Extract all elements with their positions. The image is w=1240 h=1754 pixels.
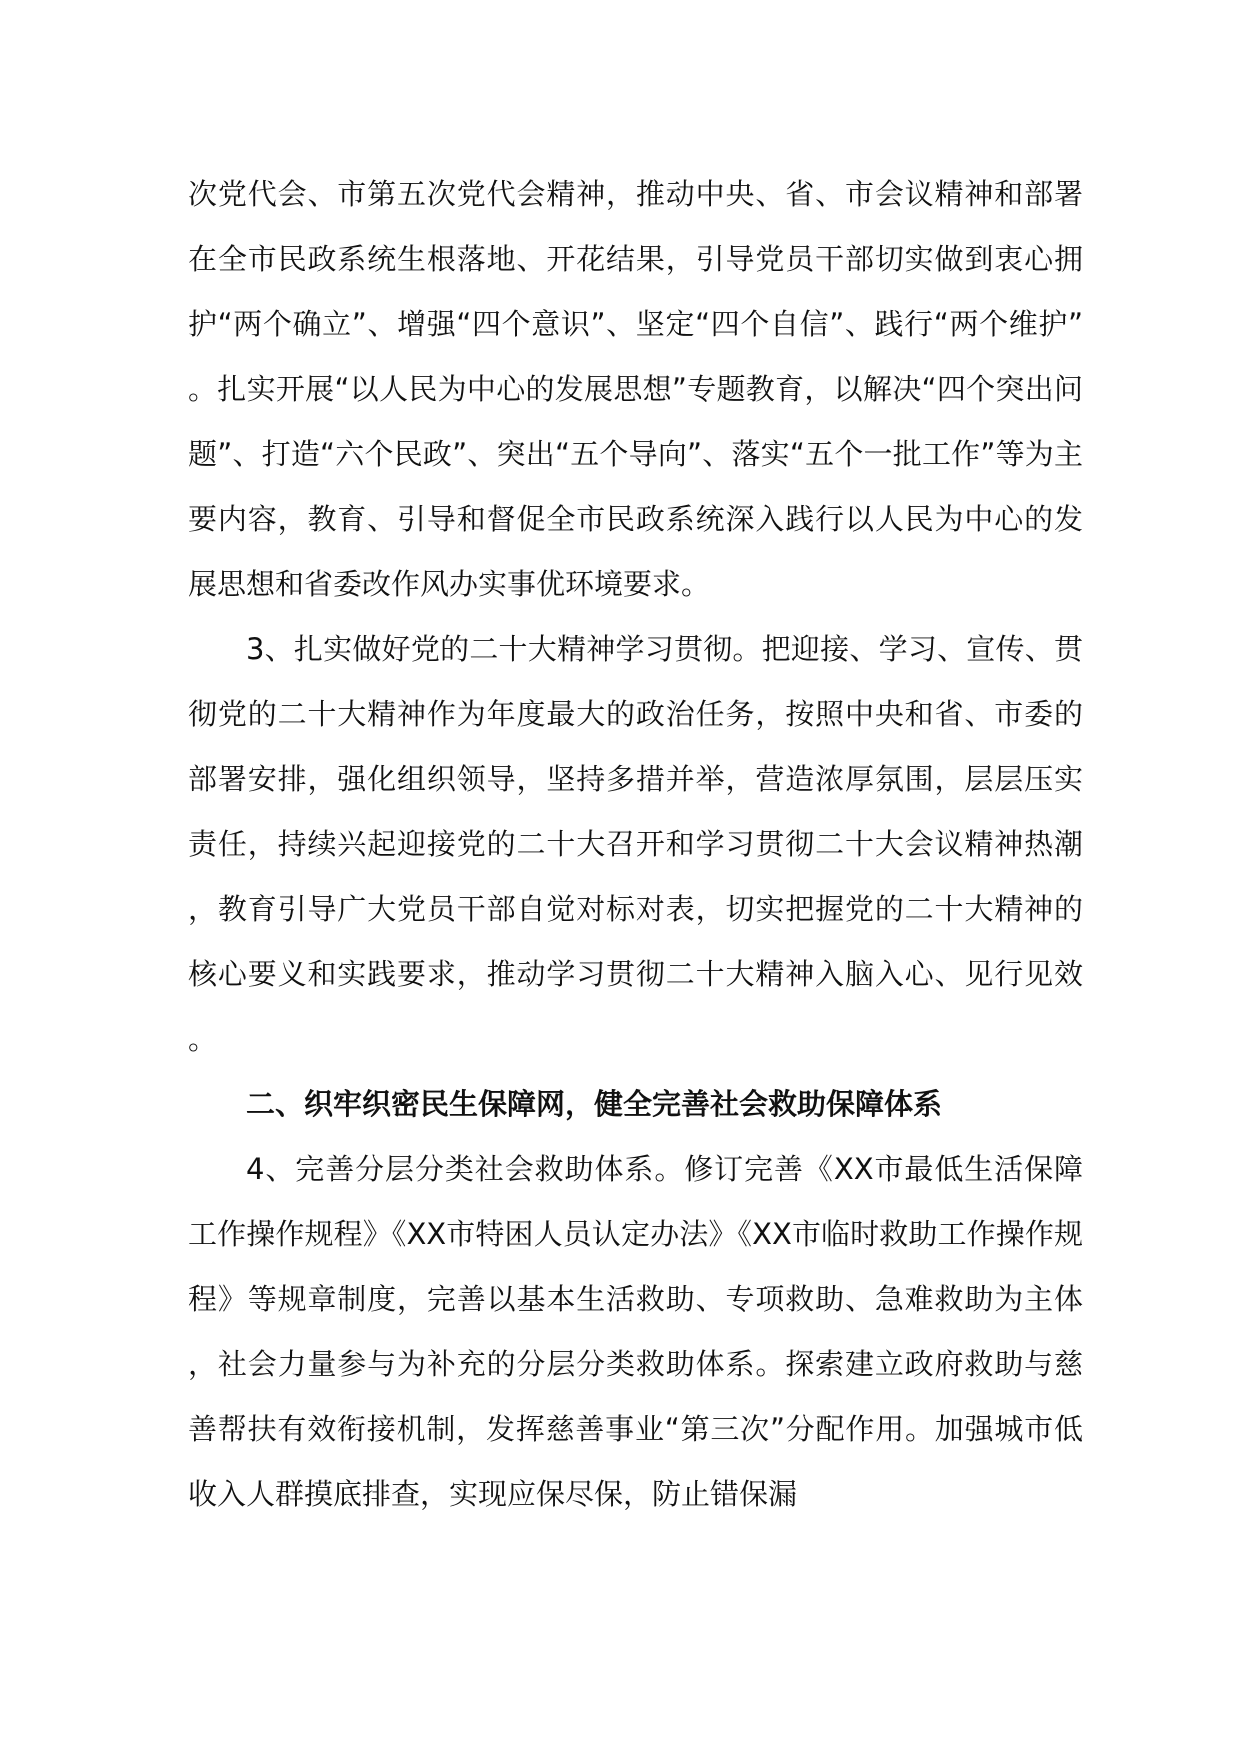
paragraph-item-3: 3、扎实做好党的二十大精神学习贯彻。把迎接、学习、宣传、贯彻党的二十大精神作为年度最大的政治任务，按照中央和省、市委的部署安排，强化组织领导，坚持多措并举，营造浓厚氛围，层层压实责任，持续兴起迎接党的二十大召开和学习贯彻二十大会议精神热潮，教育引导广大党员干部自觉对标对表，切实把握党的二十大精神的核心要义和实践要求，推动学习贯彻二十大精神入脑入心、见行见效。 bbox=[188, 632, 1083, 1056]
paragraph-item-4: 4、完善分层分类社会救助体系。修订完善《XX市最低生活保障工作操作规程》《XX市特困人员认定办法》《XX市临时救助工作操作规程》等规章制度，完善以基本生活救助、专项救助、急难救助为主体，社会力量参与为补充的分层分类救助体系。探索建立政府救助与慈善帮扶有效衔接机制，发挥慈善事业“第三次”分配作用。加强城市低收入人群摸底排查，实现应保尽保，防止错保漏 bbox=[188, 1152, 1083, 1511]
paragraph-party-congress-spirit: 次党代会、市第五次党代会精神，推动中央、省、市会议精神和部署在全市民政系统生根落地、开花结果，引导党员干部切实做到衷心拥护“两个确立”、增强“四个意识”、坚定“四个自信”、践行“两个维护”。扎实开展“以人民为中心的发展思想”专题教育，以解决“四个突出问题”、打造“六个民政”、突出“五个导向”、落实“五个一批工作”等为主要内容，教育、引导和督促全市民政系统深入践行以人民为中心的发展思想和省委改作风办实事优环境要求。 bbox=[188, 177, 1083, 601]
section-heading-2: 二、织牢织密民生保障网，健全完善社会救助保障体系 bbox=[246, 1087, 943, 1121]
document-body bbox=[188, 162, 1083, 1527]
